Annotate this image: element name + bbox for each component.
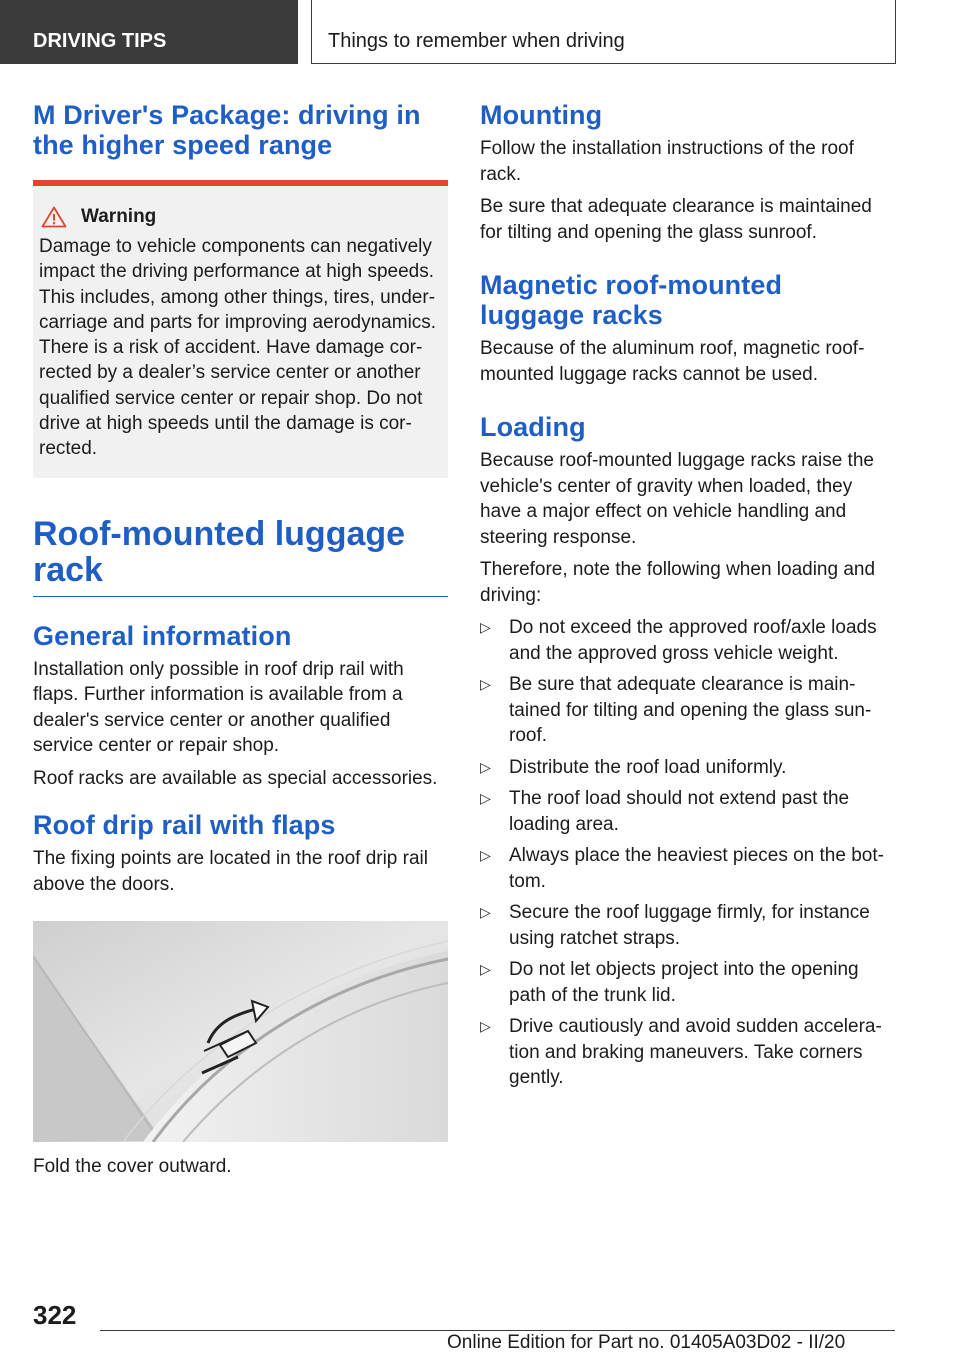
triangle-bullet-icon: ▷ (480, 1018, 491, 1034)
warning-triangle-icon (41, 206, 67, 228)
list-item: ▷ Be sure that adequate clearance is maintained for tilting and opening the glass sunroof. (480, 674, 872, 746)
roof-rack-heading: Roof-mounted luggage rack (33, 516, 448, 597)
triangle-bullet-icon: ▷ (480, 619, 491, 635)
general-info-heading: General information (33, 620, 292, 651)
loading-bullet-list (480, 615, 888, 1091)
warning-title: Warning (81, 206, 157, 227)
loading-paragraph-2: Therefore, note the following when loading and driving: (480, 559, 876, 606)
triangle-bullet-icon: ▷ (480, 904, 491, 920)
magnetic-paragraph: Because of the aluminum roof, magnetic roof-mounted luggage racks cannot be used. (480, 338, 865, 385)
triangle-bullet-icon: ▷ (480, 758, 491, 775)
loading-heading: Loading (480, 412, 586, 442)
list-item: ▷ Drive cautiously and avoid sudden acceleration and braking maneuvers. Take corners gently. (480, 1016, 882, 1088)
general-info-paragraph-2: Roof racks are available as special accessories. (33, 767, 438, 789)
warning-box (33, 180, 448, 478)
warning-header (41, 206, 440, 228)
triangle-bullet-icon: ▷ (480, 961, 491, 977)
page-header (0, 0, 960, 66)
magnetic-heading: Magnetic roof-mounted luggage racks (480, 270, 783, 330)
drip-rail-heading: Roof drip rail with flaps (33, 810, 336, 841)
page-number: 322 (33, 1300, 77, 1330)
list-item: ▷ The roof load should not extend past the loading area. (480, 788, 850, 835)
list-item: ▷ Secure the roof luggage firmly, for instance using ratchet straps. (480, 902, 870, 949)
mounting-paragraph-2: Be sure that adequate clearance is maintained for tilting and opening the glass sunroof. (480, 196, 872, 243)
triangle-bullet-icon: ▷ (480, 790, 491, 806)
loading-paragraph-1: Because roof-mounted luggage racks raise the vehicle's center of gravity when loaded, they have a major effect on vehicle handling and steering response. (480, 450, 874, 548)
footer-divider (100, 1330, 895, 1331)
photo-caption: Fold the cover outward. (33, 1156, 232, 1178)
mounting-paragraph-1: Follow the installation instructions of the roof rack. (480, 138, 854, 185)
list-item: ▷ Do not let objects project into the opening path of the trunk lid. (480, 959, 859, 1006)
roof-drip-rail-photo (33, 921, 448, 1142)
general-info-paragraph: Installation only possible in roof drip rail with flaps. Further information is available from a dealer's service center or another qualified service center or repair shop. (33, 658, 404, 757)
chapter-title: Things to remember when driving (311, 0, 896, 64)
mdriver-heading: M Driver's Package: driving in the higher speed range (33, 100, 421, 160)
drip-rail-paragraph: The fixing points are located in the roof drip rail above the doors. (33, 848, 428, 895)
triangle-bullet-icon: ▷ (480, 676, 491, 692)
right-column (480, 100, 888, 1097)
triangle-bullet-icon: ▷ (480, 847, 491, 863)
left-column (33, 100, 448, 1187)
edition-info: Online Edition for Part no. 01405A03D02 - II/20 (447, 1332, 846, 1353)
section-title: DRIVING TIPS (0, 0, 298, 64)
warning-text: Damage to vehicle components can negatively impact the driving performance at high speeds. This includes, among other things, tires, undercarriage and parts for improving aerodynamics. There is a risk of accident. Have damage corrected by a dealer’s service center or another qualified service center or repair shop. Do not drive at high speeds until the damage is corrected. (39, 236, 437, 460)
list-item: ▷ Do not exceed the approved roof/axle loads and the approved gross vehicle weight. (480, 617, 877, 664)
list-item: ▷ Always place the heaviest pieces on the bottom. (480, 845, 884, 892)
list-item: ▷ Distribute the roof load uniformly. (480, 755, 888, 781)
mounting-heading: Mounting (480, 100, 603, 130)
